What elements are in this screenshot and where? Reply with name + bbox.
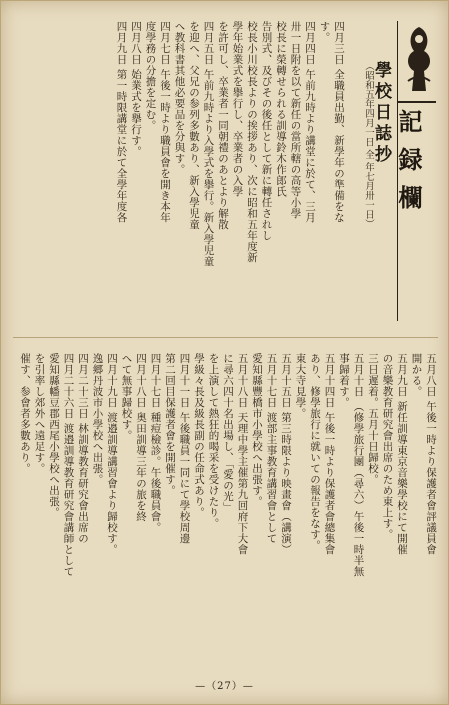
entry-column: 五月十七日 渡部主事教育講習會として	[265, 353, 278, 544]
entry-column: 校長に榮轉せられる訓導鈴木作郎氏	[275, 21, 287, 197]
entry-column: 四月五日 午前九時より入學式を擧行。新入學児童	[202, 21, 215, 267]
subtitle: 學校日誌抄	[371, 61, 391, 166]
entry-column: 四月三日 全職員出勤、新學年の準備をな	[333, 21, 345, 223]
bottom-text-band	[13, 353, 438, 653]
entry-column: 三日遲着。五月十日歸校。	[367, 353, 379, 485]
band-divider	[13, 337, 438, 338]
entry-column: を引率し郊外へ遠足す。	[33, 353, 46, 474]
entry-column: 開かる。	[410, 353, 423, 397]
entry-column: 四月四日 午前九時より講堂に於て、三月	[304, 21, 316, 223]
subtitle-note: （昭和五年四月一日 全 年七月卅一日）	[363, 61, 374, 229]
entry-column: を上演して熱狂的喝采を受けたり。	[207, 353, 220, 529]
entry-column: 五月十八日 天理中學主催第九回府下大會	[236, 353, 249, 555]
entry-column: に尋六四十名出場し、「愛の光」	[222, 353, 234, 513]
entry-column: を迎へ、父兄の参列多數あり、新入學児童	[188, 21, 200, 230]
entry-column: 度學務の分擔を定む。	[144, 21, 157, 131]
entry-column: 四月二十六日 渡邉訓導教育研究會講師として	[62, 353, 75, 577]
page-number: —（27）—	[195, 681, 254, 692]
entry-column: 愛知縣幡豆郡西尾小學校へ出張。	[48, 353, 60, 518]
entry-column: 四月十八日 奥田訓導三年の旅を終	[135, 353, 147, 522]
entry-column: 五月十五日 第三時限より映畫會（講演）	[280, 353, 292, 555]
entry-column: へ教科書其他必要品を分與す。	[173, 21, 186, 175]
entry-column: 四月七日 午後一時より職員會を開き本年	[159, 21, 171, 223]
section-heading	[346, 21, 438, 326]
section-title: 記録欄	[394, 109, 422, 223]
entry-column: 告別式、及びその後任として新に轉任されし	[260, 21, 273, 241]
top-text-band	[13, 21, 438, 326]
entry-column: す。	[318, 21, 331, 43]
entry-column: 四月十七日 種痘檢診。午後職員會。	[149, 353, 162, 533]
ornamental-figure-icon	[400, 21, 438, 99]
entry-column: 逸郷丹波市小學校へ出張。	[91, 353, 104, 485]
entry-column: の音樂教育研究會出席のため東上す。	[381, 353, 394, 540]
entry-column: 五月八日 午後一時より保護者會評議員會	[425, 353, 437, 555]
entry-column: 愛知縣豐橋市小學校へ出張す。	[251, 353, 263, 507]
entry-column: 學年始業式を擧行し、卒業者の入學	[231, 21, 244, 197]
entry-column: 四月八日 始業式を擧行す。	[130, 21, 142, 157]
entry-column: 四月九日 第一時限講堂に於て全學年度各	[115, 21, 128, 223]
entry-column: を許可し、卒業者一同朝禮のあとより解散	[217, 21, 229, 230]
entry-column: 第二回目保護者會を開催す。	[164, 353, 176, 496]
entry-column: 事歸着す。	[338, 353, 350, 408]
entry-column: 學級々長及級長副の任命式あり。	[193, 353, 205, 518]
entry-column: 四月十一日 午後職員一同にて學校周邊	[178, 353, 191, 544]
entry-column: 卅一日附を以て新任の當所轄の高等小學	[289, 21, 302, 219]
entry-column: 四月二十三日 林訓導教育研究會出席の	[77, 353, 89, 544]
entry-column: 四月十九日 渡邉訓導講習會より歸校す。	[106, 353, 118, 555]
entry-column: あり、修學旅行に就いての報告をなす。	[309, 353, 321, 551]
entry-column: 校長小川校長よりの挨拶あり、次に昭和五年度新	[246, 21, 258, 263]
entry-column: 東大寺見學。	[294, 353, 307, 419]
title-rule	[398, 101, 436, 103]
entry-column: 催す、参會者多數あり。	[19, 353, 31, 474]
entry-column: 五月十四日 午後一時より保護者會總集會	[323, 353, 336, 555]
entry-column: 五月十日 （修學旅行團（尋六）午後一時半無	[352, 353, 365, 577]
entry-column: 五月九日 新任訓導東京音樂學校にて開催	[396, 353, 408, 555]
entry-column: へて無事歸校す。	[120, 353, 133, 441]
